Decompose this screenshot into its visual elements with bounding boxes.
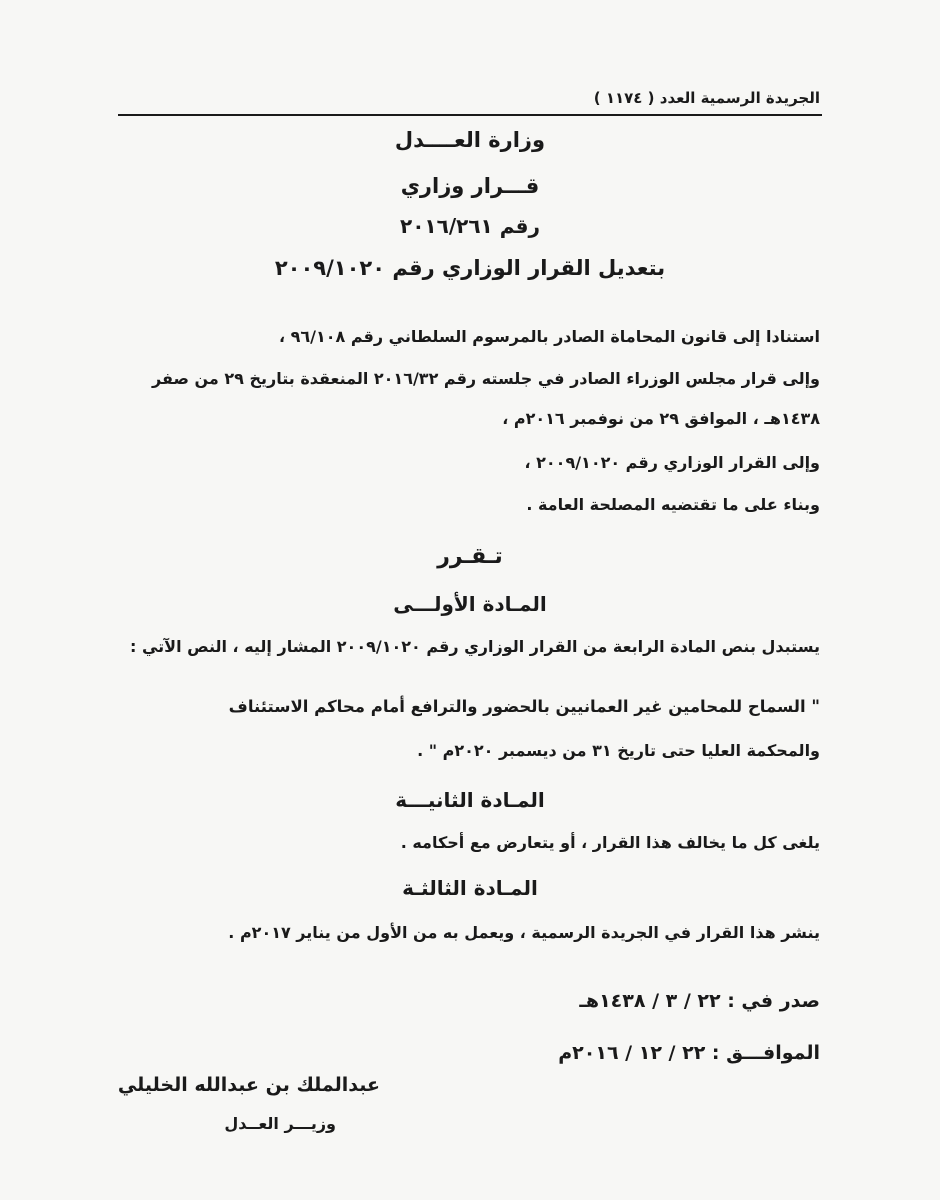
header-divider	[118, 114, 822, 116]
decision-title: قـــرار وزاري	[400, 174, 540, 198]
preamble-line: وبناء على ما تقتضيه المصلحة العامة .	[526, 495, 820, 514]
article1-quote-line: والمحكمة العليا حتى تاريخ ٣١ من ديسمبر ٢٠٢٠م " .	[417, 741, 820, 760]
article1-quote-line: " السماح للمحامين غير العمانيين بالحضور والترافع أمام محاكم الاستئناف	[228, 697, 820, 716]
decides-heading: تـقـرر	[437, 544, 503, 569]
article3-heading: المـادة الثالثـة	[402, 876, 538, 900]
issued-date: صدر في : ٢٢ / ٣ / ١٤٣٨هـ	[579, 990, 820, 1012]
article1-heading: المـادة الأولـــى	[393, 592, 547, 616]
article2-heading: المـادة الثانيـــة	[395, 788, 545, 812]
gazette-header: الجريدة الرسمية العدد ( ١١٧٤ )	[593, 89, 820, 107]
preamble-line: وإلى القرار الوزاري رقم ٢٠٠٩/١٠٢٠ ،	[524, 453, 820, 472]
corresponding-date: الموافـــق : ٢٢ / ١٢ / ٢٠١٦م	[558, 1042, 820, 1064]
article2-text: يلغى كل ما يخالف هذا القرار ، أو يتعارض مع أحكامه .	[400, 833, 820, 852]
article1-intro: يستبدل بنص المادة الرابعة من القرار الوزاري رقم ٢٠٠٩/١٠٢٠ المشار إليه ، النص الآتي :	[129, 637, 820, 656]
preamble-line: وإلى قرار مجلس الوزراء الصادر في جلسته رقم ٢٠١٦/٣٢ المنعقدة بتاريخ ٢٩ من صفر	[151, 369, 820, 388]
ministry-title: وزارة العــــدل	[394, 128, 546, 152]
decision-subject: بتعديل القرار الوزاري رقم ٢٠٠٩/١٠٢٠	[274, 256, 666, 280]
preamble-line: ١٤٣٨هـ ، الموافق ٢٩ من نوفمبر ٢٠١٦م ،	[502, 409, 820, 428]
article3-text: ينشر هذا القرار في الجريدة الرسمية ، ويعمل به من الأول من يناير ٢٠١٧م .	[228, 923, 820, 942]
signatory-name: عبدالملك بن عبدالله الخليلي	[117, 1074, 380, 1096]
preamble-line: استنادا إلى قانون المحاماة الصادر بالمرسوم السلطاني رقم ٩٦/١٠٨ ،	[278, 327, 820, 346]
decision-number: رقم ٢٠١٦/٢٦١	[399, 214, 541, 238]
signatory-title: وزيـــر العــدل	[224, 1114, 336, 1133]
